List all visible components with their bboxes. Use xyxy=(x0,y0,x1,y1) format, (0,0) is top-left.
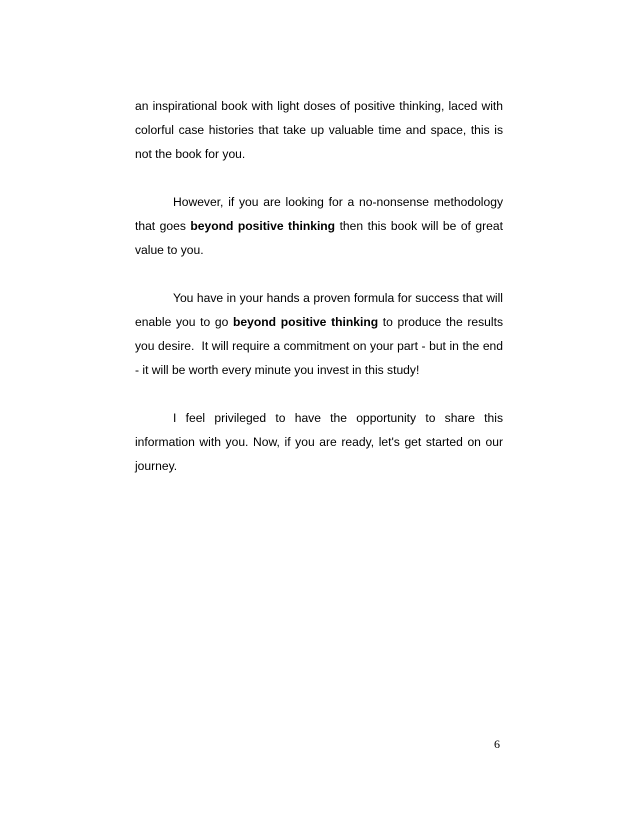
paragraph-3-text-a: You have in your hands a proven formula for success that will enable you to go xyxy=(135,291,503,329)
paragraph-1 xyxy=(135,94,503,166)
paragraph-2-emphasis: beyond positive thinking xyxy=(190,219,336,233)
paragraph-2-text-a: However, if you are looking for a no-nonsense methodology that goes xyxy=(135,195,503,233)
paragraph-3-text-b: to produce the results you desire. It will require a commitment on your part - but in the end - it will be worth every minute you invest in this study! xyxy=(135,315,507,377)
paragraph-1-text: an inspirational book with light doses of positive thinking, laced with colorful case histories that take up valuable time and space, this is not the book for you. xyxy=(135,99,503,161)
paragraph-2 xyxy=(135,190,503,262)
paragraph-3-emphasis: beyond positive thinking xyxy=(233,315,379,329)
paragraph-4-text: I feel privileged to have the opportunity to share this information with you. Now, if you are ready, let's get started on our journey. xyxy=(135,411,503,473)
paragraph-3 xyxy=(135,286,507,382)
page-number: 6 xyxy=(494,737,500,751)
paragraph-2-text-b: then this book will be of great value to you. xyxy=(135,219,503,257)
paragraph-4 xyxy=(135,406,503,478)
body-text xyxy=(135,94,507,502)
